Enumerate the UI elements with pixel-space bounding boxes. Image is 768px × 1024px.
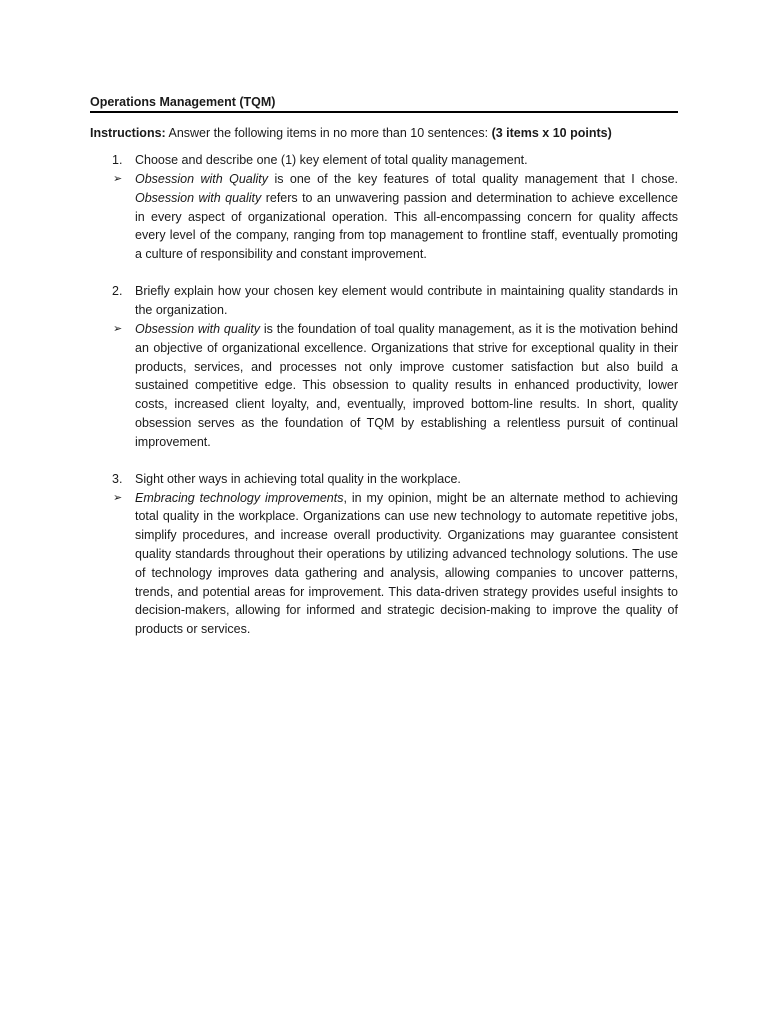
spacer [90,264,678,282]
question-text: Sight other ways in achieving total quality in the workplace. [135,471,461,486]
instructions-label: Instructions: [90,126,166,140]
answer-text: is one of the key features of total quality management that I chose. [268,172,679,186]
answer-2 [113,320,678,452]
question-item-2 [112,282,678,320]
answer-3 [113,489,678,639]
instructions [90,125,678,141]
document-title: Operations Management (TQM) [90,94,678,113]
item-number: 2. [112,283,123,298]
arrow-bullet-icon: ➢ [113,322,123,335]
question-item-3 [112,470,678,489]
question-item-1 [112,151,678,170]
instructions-text: Answer the following items in no more than 10 sentences: [165,126,492,140]
item-number: 1. [112,153,123,167]
question-text: Choose and describe one (1) key element of total quality management. [135,153,528,167]
spacer [90,452,678,470]
answer-text: refers to an unwavering passion and determination to achieve excellence in every aspect of organizational operation. This all-encompassing concern for quality affects every level of the company, ranging from top management to frontline staff, eventually promoting a culture of responsibility and constant improvement. [135,190,678,262]
answer-text: , in my opinion, might be an alternate method to achieving total quality in the workplace. Organizations can use new technology to automate repetitive jobs, simplify procedures, and increase overall productivity. Organizations may guarantee consistent quality standards throughout their operations by utilizing advanced technology solutions. The use of technology improves data gathering and analysis, allowing companies to uncover patterns, trends, and potential areas for improvement. This data-driven strategy provides useful insights to decision-makers, allowing for informed and strategic decision-making to improve the quality of products or services. [135,490,678,637]
question-text: Briefly explain how your chosen key element would contribute in maintaining quality standards in the organization. [135,283,678,317]
arrow-bullet-icon: ➢ [113,173,123,185]
answer-text: Obsession with quality [135,321,261,336]
instructions-points: (3 items x 10 points) [491,126,612,140]
arrow-bullet-icon: ➢ [113,491,123,504]
answer-1 [113,170,679,264]
answer-text: Obsession with quality [135,190,262,205]
answer-text: is the foundation of toal quality management, as it is the motivation behind an objective of organizational excellence. Organizations that strive for exceptional quality in their products, services, and processes not only improve customer satisfaction but also build a sustained competitive edge. This obsession to quality results in enhanced productivity, lower costs, increased client loyalty, and, eventually, improved bottom-line results. In short, quality obsession serves as the foundation of TQM by establishing a relentless pursuit of continual improvement. [135,321,678,449]
item-number: 3. [112,471,123,486]
answer-text: Embracing technology improvements [135,490,344,505]
answer-text: Obsession with Quality [135,172,269,186]
